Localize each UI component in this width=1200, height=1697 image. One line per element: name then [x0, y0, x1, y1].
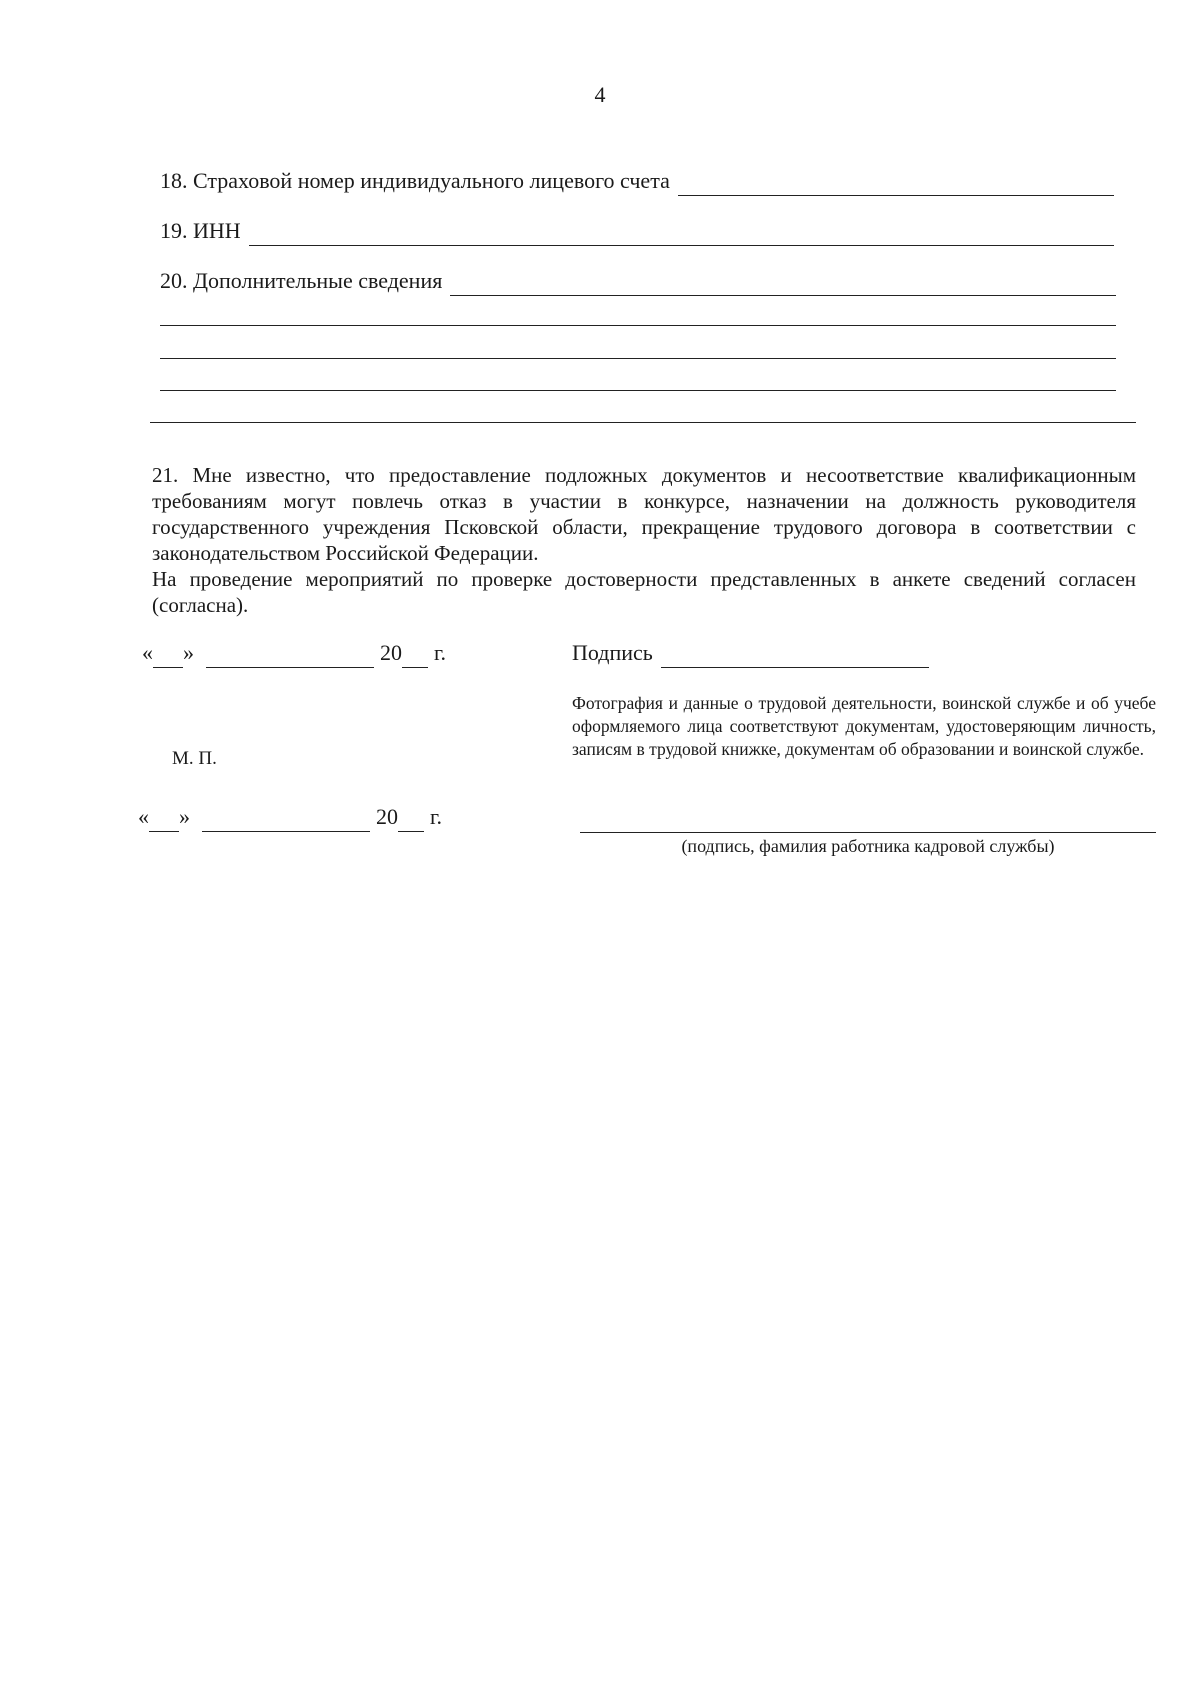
additional-input-line[interactable] — [450, 273, 1116, 296]
close-quote: » — [183, 640, 194, 665]
hr-day-input-line[interactable] — [149, 811, 179, 832]
snils-input-line[interactable] — [678, 173, 1114, 196]
additional-blank-line-3[interactable] — [160, 390, 1116, 391]
snils-label: 18. Страховой номер индивидуального лицевого счета — [160, 168, 670, 193]
signature-label: Подпись — [572, 640, 653, 665]
inn-label: 19. ИНН — [160, 218, 241, 243]
signature-input-line[interactable] — [661, 647, 929, 668]
applicant-date-row — [142, 638, 446, 668]
hr-close-quote: » — [179, 804, 190, 829]
additional-blank-line-2[interactable] — [160, 358, 1116, 359]
hr-year-prefix: 20 — [376, 804, 398, 829]
hr-year-input-line[interactable] — [398, 811, 424, 832]
applicant-signature-row — [572, 638, 929, 668]
additional-label: 20. Дополнительные сведения — [160, 268, 443, 293]
day-input-line[interactable] — [153, 647, 183, 668]
consent-paragraph-2: На проведение мероприятий по проверке достоверности представленных в анкете сведений согласен (согласна). — [152, 567, 1136, 617]
additional-blank-line-1[interactable] — [160, 325, 1116, 326]
additional-field-row — [160, 266, 1116, 296]
hr-year-suffix: г. — [430, 804, 443, 829]
hr-open-quote: « — [138, 804, 149, 829]
inn-input-line[interactable] — [249, 223, 1114, 246]
hr-signature-input-line[interactable] — [580, 832, 1156, 833]
hr-date-row — [138, 802, 442, 832]
consent-statement — [152, 462, 1136, 618]
inn-field-row — [160, 216, 1114, 246]
hr-month-input-line[interactable] — [202, 811, 370, 832]
page-number: 4 — [594, 82, 606, 107]
year-input-line[interactable] — [402, 647, 428, 668]
stamp-place-label: М. П. — [172, 748, 217, 769]
consent-paragraph-1: 21. Мне известно, что предоставление подложных документов и несоответствие квалификационным требованиям могут повлечь отказ в участии в конкурсе, назначении на должность руководителя государственного учреждения Псковской области, прекращение трудового договора в соответствии с законодательством Российской Федерации. — [152, 463, 1136, 565]
month-input-line[interactable] — [206, 647, 374, 668]
year-suffix: г. — [434, 640, 447, 665]
snils-field-row — [160, 166, 1114, 196]
open-quote: « — [142, 640, 153, 665]
additional-blank-line-4[interactable] — [150, 422, 1136, 423]
year-prefix: 20 — [380, 640, 402, 665]
hr-verification-note: Фотография и данные о трудовой деятельности, воинской службе и об учебе оформляемого лица соответствуют документам, удостоверяющим личность, записям в трудовой книжке, документам об образовании и воинской службе. — [572, 693, 1156, 759]
hr-signature-caption: (подпись, фамилия работника кадровой службы) — [681, 836, 1055, 856]
